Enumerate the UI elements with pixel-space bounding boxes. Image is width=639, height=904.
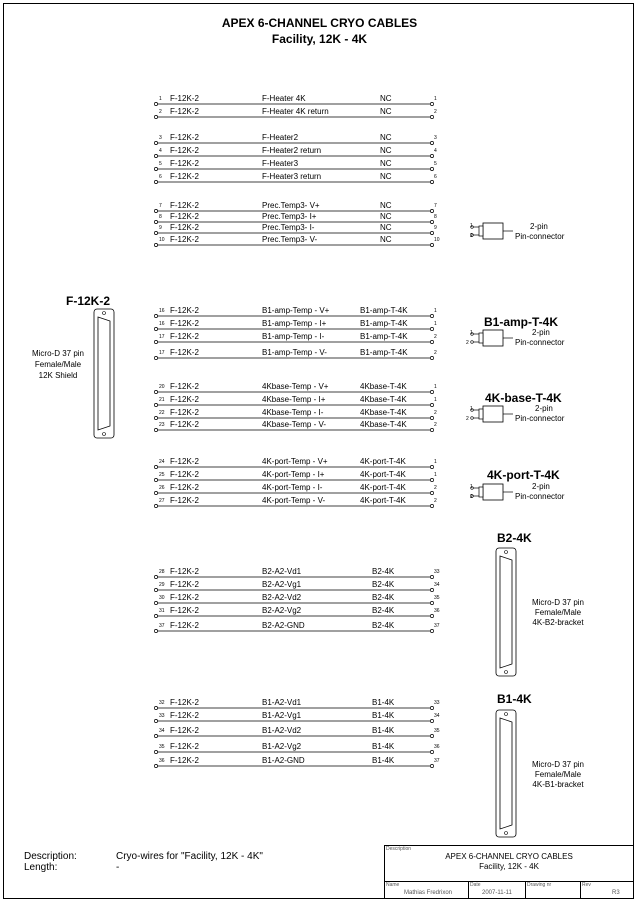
wire-dest-label: B2-4K: [372, 621, 395, 630]
wire-dest-label: NC: [380, 223, 392, 232]
wire-source-label: F-12K-2: [170, 159, 199, 168]
base4k-pin2: 2: [466, 416, 469, 422]
wire-dest-label: 4K-port-T-4K: [360, 496, 406, 505]
wire-pin-right: 37: [434, 623, 440, 629]
title-block-date-label: Date: [470, 882, 481, 888]
wire-terminal: [154, 209, 157, 212]
wire-terminal: [430, 504, 433, 507]
b1amp-note-b: Pin-connector: [515, 338, 565, 347]
wire-pin-left: 34: [159, 728, 165, 734]
wire-terminal: [154, 575, 157, 578]
wire-signal-label: F-Heater2 return: [262, 146, 322, 155]
wire-pin-right: 2: [434, 410, 437, 416]
wire-pin-left: 4: [159, 148, 162, 154]
wire-pin-right: 1: [434, 472, 437, 478]
wire-pin-left: 25: [159, 472, 165, 478]
title-block-name-label: Name: [386, 882, 400, 888]
wire-pin-right: 36: [434, 608, 440, 614]
wire-terminal: [154, 504, 157, 507]
wire-terminal: [430, 340, 433, 343]
wire-signal-label: B2-A2-Vd2: [262, 593, 302, 602]
wire-terminal: [154, 314, 157, 317]
wire-terminal: [154, 102, 157, 105]
wire-terminal: [154, 750, 157, 753]
wire-dest-label: 4Kbase-T-4K: [360, 420, 407, 429]
wire-signal-label: 4Kbase-Temp - V+: [262, 382, 329, 391]
wire-pin-left: 23: [159, 422, 165, 428]
wire-terminal: [154, 403, 157, 406]
wire-source-label: F-12K-2: [170, 319, 199, 328]
wire-source-label: F-12K-2: [170, 593, 199, 602]
wire-terminal: [154, 340, 157, 343]
wire-terminal: [430, 180, 433, 183]
wire-signal-label: B2-A2-Vd1: [262, 567, 302, 576]
wire-terminal: [430, 231, 433, 234]
wire-terminal: [430, 416, 433, 419]
wire-pin-right: 1: [434, 308, 437, 314]
wire-terminal: [154, 115, 157, 118]
wire-signal-label: F-Heater3: [262, 159, 299, 168]
wire-terminal: [154, 141, 157, 144]
wire-pin-right: 37: [434, 758, 440, 764]
port4k-pin1: 1: [470, 484, 473, 490]
wire-signal-label: 4K-port-Temp - V+: [262, 457, 328, 466]
wire-signal-label: B2-A2-Vg1: [262, 580, 302, 589]
wire-terminal: [430, 629, 433, 632]
wire-pin-left: 22: [159, 410, 165, 416]
wire-pin-left: 26: [159, 485, 165, 491]
wire-dest-label: B1-amp-T-4K: [360, 306, 408, 315]
wire-source-label: F-12K-2: [170, 172, 199, 181]
wire-signal-label: B1-amp-Temp - I-: [262, 332, 325, 341]
wire-source-label: F-12K-2: [170, 223, 199, 232]
title-block-rev-label: Rev: [582, 882, 591, 888]
wire-terminal: [430, 734, 433, 737]
wire-signal-label: 4K-port-Temp - I+: [262, 470, 325, 479]
wire-dest-label: B1-amp-T-4K: [360, 319, 408, 328]
port4k-note-b: Pin-connector: [515, 492, 565, 501]
wire-terminal: [154, 491, 157, 494]
wire-terminal: [154, 416, 157, 419]
b14k-dsub-connector: [496, 710, 516, 837]
wire-dest-label: B2-4K: [372, 567, 395, 576]
wire-terminal: [154, 154, 157, 157]
wire-dest-label: B1-4K: [372, 711, 395, 720]
wire-signal-label: B1-A2-Vd1: [262, 698, 302, 707]
pin-conn-1-note-b: Pin-connector: [515, 232, 565, 241]
wire-terminal: [430, 154, 433, 157]
wire-source-label: F-12K-2: [170, 395, 199, 404]
wire-source-label: F-12K-2: [170, 457, 199, 466]
wire-pin-left: 35: [159, 744, 165, 750]
wire-pin-right: 2: [434, 350, 437, 356]
wire-signal-label: B1-A2-GND: [262, 756, 305, 765]
f12k-note-type: Micro-D 37 pin: [31, 349, 84, 358]
wire-signal-label: 4K-port-Temp - I-: [262, 483, 323, 492]
wire-terminal: [154, 629, 157, 632]
b24k-note-type: Micro-D 37 pin: [531, 598, 584, 607]
f12k-note-location: 12K Shield: [38, 371, 78, 380]
length-label: Length:: [24, 862, 58, 873]
title-block-subtitle: Facility, 12K - 4K: [479, 862, 539, 871]
title-block-rev: R3: [612, 890, 620, 896]
wire-source-label: F-12K-2: [170, 698, 199, 707]
wire-source-label: F-12K-2: [170, 742, 199, 751]
wire-pin-right: 6: [434, 174, 437, 180]
f12k-connector-title: F-12K-2: [66, 294, 111, 308]
wire-dest-label: NC: [380, 159, 392, 168]
wire-source-label: F-12K-2: [170, 306, 199, 315]
wire-pin-left: 17: [159, 334, 165, 340]
wire-terminal: [154, 601, 157, 604]
b1amp-pin2: 2: [466, 340, 469, 346]
b1amp-connector-shape: [471, 330, 513, 346]
wire-terminal: [430, 764, 433, 767]
wire-terminal: [154, 764, 157, 767]
wire-dest-label: NC: [380, 235, 392, 244]
wire-signal-label: 4Kbase-Temp - I-: [262, 408, 324, 417]
pin-conn-1-note-a: 2-pin: [530, 222, 548, 231]
pin-conn-1-pin2: 2: [470, 233, 473, 239]
wire-pin-left: 37: [159, 623, 165, 629]
wire-terminal: [430, 478, 433, 481]
wire-pin-right: 33: [434, 569, 440, 575]
wire-terminal: [154, 614, 157, 617]
wire-signal-label: B1-A2-Vg1: [262, 711, 302, 720]
wire-dest-label: NC: [380, 212, 392, 221]
wire-signal-label: Prec.Temp3- I-: [262, 223, 315, 232]
wire-source-label: F-12K-2: [170, 420, 199, 429]
wire-pin-right: 5: [434, 161, 437, 167]
wire-terminal: [154, 719, 157, 722]
wire-source-label: F-12K-2: [170, 107, 199, 116]
wire-pin-left: 6: [159, 174, 162, 180]
wire-pin-right: 1: [434, 397, 437, 403]
wire-source-label: F-12K-2: [170, 382, 199, 391]
b14k-connector-title: B1-4K: [497, 692, 532, 706]
wire-dest-label: B1-4K: [372, 726, 395, 735]
pin-conn-1-shape: [471, 223, 513, 239]
title-block-description-label: Description: [386, 846, 412, 852]
wire-terminal: [154, 167, 157, 170]
wire-signal-label: B1-A2-Vg2: [262, 742, 302, 751]
b1amp-pin1: 1: [470, 330, 473, 336]
wire-pin-left: 21: [159, 397, 165, 403]
drawing-title: APEX 6-CHANNEL CRYO CABLES: [221, 16, 418, 30]
wire-pin-right: 1: [434, 321, 437, 327]
wire-dest-label: NC: [380, 94, 392, 103]
wire-pin-left: 3: [159, 135, 162, 141]
wire-signal-label: B1-amp-Temp - V-: [262, 348, 327, 357]
wire-pin-right: 1: [434, 384, 437, 390]
wire-pin-right: 1: [434, 459, 437, 465]
wire-terminal: [430, 614, 433, 617]
wire-dest-label: 4K-port-T-4K: [360, 470, 406, 479]
wire-terminal: [154, 428, 157, 431]
wire-pin-right: 2: [434, 109, 437, 115]
wire-signal-label: B2-A2-GND: [262, 621, 305, 630]
wire-pin-right: 2: [434, 485, 437, 491]
wire-pin-right: 2: [434, 422, 437, 428]
wire-source-label: F-12K-2: [170, 621, 199, 630]
wire-terminal: [430, 601, 433, 604]
wire-terminal: [430, 220, 433, 223]
wire-terminal: [430, 102, 433, 105]
port4k-pin2: 2: [470, 494, 473, 500]
wire-pin-left: 10: [159, 237, 165, 243]
wire-pin-left: 36: [159, 758, 165, 764]
base4k-pin1: 1: [470, 406, 473, 412]
wire-dest-label: NC: [380, 146, 392, 155]
wire-signal-label: F-Heater 4K return: [262, 107, 329, 116]
wire-dest-label: 4Kbase-T-4K: [360, 408, 407, 417]
wire-source-label: F-12K-2: [170, 146, 199, 155]
wire-signal-label: Prec.Temp3- I+: [262, 212, 317, 221]
wire-terminal: [154, 390, 157, 393]
wire-source-label: F-12K-2: [170, 212, 199, 221]
wire-signal-label: B1-amp-Temp - I+: [262, 319, 327, 328]
title-block-title: APEX 6-CHANNEL CRYO CABLES: [445, 852, 573, 861]
wire-terminal: [430, 314, 433, 317]
wire-terminal: [154, 588, 157, 591]
wire-pin-left: 7: [159, 203, 162, 209]
wire-source-label: F-12K-2: [170, 756, 199, 765]
wire-terminal: [154, 356, 157, 359]
wire-pin-left: 8: [159, 214, 162, 220]
wire-dest-label: B1-4K: [372, 742, 395, 751]
wire-pin-left: 20: [159, 384, 165, 390]
wire-dest-label: 4K-port-T-4K: [360, 483, 406, 492]
description-value: Cryo-wires for "Facility, 12K - 4K": [116, 851, 263, 862]
b14k-note-location: 4K-B1-bracket: [532, 780, 584, 789]
wire-terminal: [430, 465, 433, 468]
wire-terminal: [430, 588, 433, 591]
wire-signal-label: 4Kbase-Temp - V-: [262, 420, 327, 429]
wire-terminal: [154, 180, 157, 183]
wire-terminal: [154, 478, 157, 481]
wire-terminal: [430, 491, 433, 494]
wire-pin-right: 7: [434, 203, 437, 209]
wire-terminal: [430, 167, 433, 170]
wire-signal-label: F-Heater3 return: [262, 172, 322, 181]
wire-source-label: F-12K-2: [170, 606, 199, 615]
wire-source-label: F-12K-2: [170, 580, 199, 589]
wire-signal-label: F-Heater2: [262, 133, 299, 142]
wire-terminal: [430, 403, 433, 406]
wire-signal-label: B2-A2-Vg2: [262, 606, 302, 615]
port4k-note-a: 2-pin: [532, 482, 550, 491]
wire-signal-label: Prec.Temp3- V-: [262, 235, 318, 244]
wire-pin-left: 29: [159, 582, 165, 588]
wire-terminal: [430, 327, 433, 330]
wire-pin-right: 3: [434, 135, 437, 141]
wire-terminal: [154, 465, 157, 468]
wire-source-label: F-12K-2: [170, 235, 199, 244]
wire-source-label: F-12K-2: [170, 94, 199, 103]
wire-pin-right: 33: [434, 700, 440, 706]
wire-signal-label: F-Heater 4K: [262, 94, 306, 103]
wire-terminal: [430, 390, 433, 393]
wire-terminal: [430, 115, 433, 118]
b1amp-connector-title: B1-amp-T-4K: [484, 315, 559, 329]
wire-dest-label: NC: [380, 133, 392, 142]
wire-terminal: [430, 575, 433, 578]
wire-dest-label: B1-4K: [372, 698, 395, 707]
wire-dest-label: B1-4K: [372, 756, 395, 765]
wire-dest-label: B1-amp-T-4K: [360, 332, 408, 341]
drawing-subtitle: Facility, 12K - 4K: [271, 32, 368, 46]
b14k-note-type: Micro-D 37 pin: [531, 760, 584, 769]
wire-dest-label: B2-4K: [372, 606, 395, 615]
wire-pin-right: 2: [434, 334, 437, 340]
wire-signal-label: B1-amp-Temp - V+: [262, 306, 330, 315]
wire-pin-right: 34: [434, 713, 440, 719]
wire-pin-right: 36: [434, 744, 440, 750]
wire-signal-label: 4Kbase-Temp - I+: [262, 395, 326, 404]
base4k-connector-title: 4K-base-T-4K: [485, 391, 562, 405]
wire-source-label: F-12K-2: [170, 332, 199, 341]
wire-terminal: [154, 231, 157, 234]
wire-pin-left: 28: [159, 569, 165, 575]
description-label: Description:: [24, 851, 77, 862]
pin-conn-1-pin1: 1: [470, 223, 473, 229]
b1amp-note-a: 2-pin: [532, 328, 550, 337]
wire-terminal: [430, 428, 433, 431]
port4k-connector-shape: [471, 484, 513, 500]
wire-dest-label: NC: [380, 172, 392, 181]
b24k-note-location: 4K-B2-bracket: [532, 618, 584, 627]
wire-source-label: F-12K-2: [170, 470, 199, 479]
wire-pin-left: 32: [159, 700, 165, 706]
wire-pin-left: 33: [159, 713, 165, 719]
wire-pin-left: 9: [159, 225, 162, 231]
base4k-note-a: 2-pin: [535, 404, 553, 413]
wire-dest-label: 4Kbase-T-4K: [360, 382, 407, 391]
wire-source-label: F-12K-2: [170, 133, 199, 142]
title-block-name: Mathias Fredrixon: [404, 890, 453, 896]
wire-pin-left: 1: [159, 96, 162, 102]
wire-terminal: [430, 750, 433, 753]
wire-pin-right: 9: [434, 225, 437, 231]
wire-terminal: [430, 719, 433, 722]
wire-source-label: F-12K-2: [170, 201, 199, 210]
wire-dest-label: B2-4K: [372, 593, 395, 602]
wire-terminal: [154, 243, 157, 246]
b14k-note-gender: Female/Male: [534, 770, 582, 779]
wire-pin-right: 35: [434, 728, 440, 734]
wire-pin-right: 10: [434, 237, 440, 243]
wire-pin-left: 16: [159, 321, 165, 327]
wire-terminal: [154, 220, 157, 223]
wire-signal-label: 4K-port-Temp - V-: [262, 496, 326, 505]
b24k-connector-title: B2-4K: [497, 531, 532, 545]
wire-source-label: F-12K-2: [170, 567, 199, 576]
base4k-note-b: Pin-connector: [515, 414, 565, 423]
wire-source-label: F-12K-2: [170, 408, 199, 417]
wire-pin-left: 27: [159, 498, 165, 504]
wire-terminal: [430, 243, 433, 246]
wire-signal-label: Prec.Temp3- V+: [262, 201, 320, 210]
wire-pin-left: 31: [159, 608, 165, 614]
wire-pin-right: 4: [434, 148, 437, 154]
b24k-dsub-connector: [496, 548, 516, 676]
wire-pin-left: 5: [159, 161, 162, 167]
wire-terminal: [154, 734, 157, 737]
wire-dest-label: 4K-port-T-4K: [360, 457, 406, 466]
wire-pin-left: 2: [159, 109, 162, 115]
wire-pin-left: 30: [159, 595, 165, 601]
wire-signal-label: B1-A2-Vd2: [262, 726, 302, 735]
wire-source-label: F-12K-2: [170, 348, 199, 357]
f12k-note-gender: Female/Male: [34, 360, 82, 369]
wire-terminal: [154, 327, 157, 330]
port4k-connector-title: 4K-port-T-4K: [487, 468, 560, 482]
wire-dest-label: B1-amp-T-4K: [360, 348, 408, 357]
wire-pin-left: 16: [159, 308, 165, 314]
wire-pin-right: 34: [434, 582, 440, 588]
base4k-connector-shape: [471, 406, 513, 422]
wire-source-label: F-12K-2: [170, 483, 199, 492]
wire-dest-label: NC: [380, 201, 392, 210]
wire-pin-right: 8: [434, 214, 437, 220]
wire-pin-left: 17: [159, 350, 165, 356]
wire-dest-label: B2-4K: [372, 580, 395, 589]
title-block-drawing-label: Drawing nr: [527, 882, 552, 888]
wire-pin-right: 35: [434, 595, 440, 601]
wire-terminal: [430, 141, 433, 144]
wire-terminal: [430, 209, 433, 212]
length-value: -: [116, 862, 120, 873]
wire-source-label: F-12K-2: [170, 496, 199, 505]
b24k-note-gender: Female/Male: [534, 608, 582, 617]
title-block-date: 2007-11-11: [482, 890, 512, 896]
wire-dest-label: NC: [380, 107, 392, 116]
wire-source-label: F-12K-2: [170, 726, 199, 735]
wire-source-label: F-12K-2: [170, 711, 199, 720]
wire-terminal: [430, 706, 433, 709]
wire-terminal: [154, 706, 157, 709]
wire-pin-right: 2: [434, 498, 437, 504]
wire-dest-label: 4Kbase-T-4K: [360, 395, 407, 404]
wire-terminal: [430, 356, 433, 359]
wire-pin-left: 24: [159, 459, 165, 465]
wire-pin-right: 1: [434, 96, 437, 102]
